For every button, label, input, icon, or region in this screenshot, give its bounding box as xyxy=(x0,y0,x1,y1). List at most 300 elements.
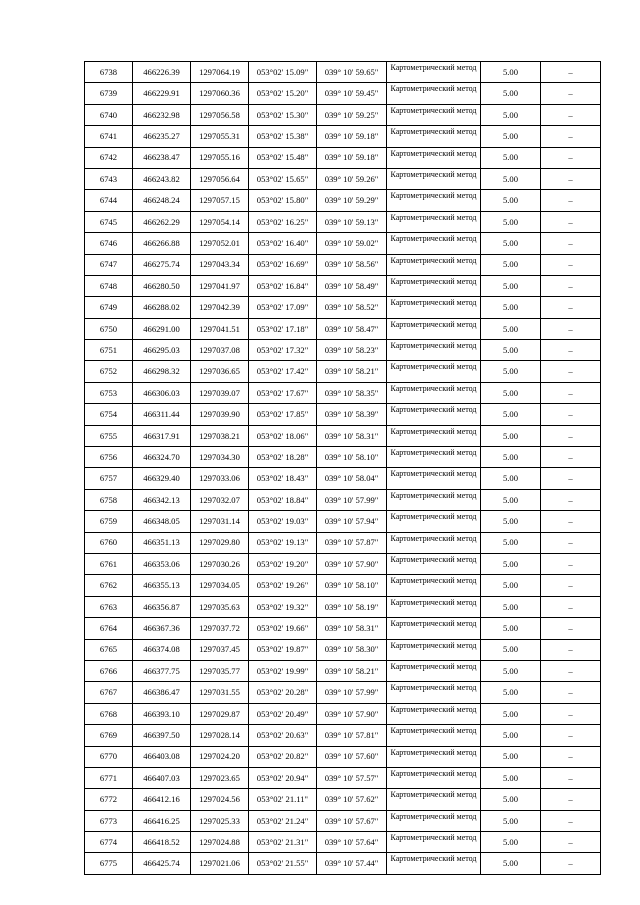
longitude-cell: 039° 10' 58.19" xyxy=(317,596,387,617)
point-number-cell: 6756 xyxy=(85,447,133,468)
method-cell: Картометрический метод xyxy=(387,660,481,681)
point-number-cell: 6762 xyxy=(85,575,133,596)
accuracy-cell: 5.00 xyxy=(481,340,541,361)
latitude-cell: 053°02' 19.13" xyxy=(249,532,317,553)
x-coordinate-cell: 466407.03 xyxy=(133,767,191,788)
note-cell: – xyxy=(541,425,601,446)
table-row xyxy=(85,511,601,532)
y-coordinate-cell: 1297039.90 xyxy=(191,404,249,425)
table-row xyxy=(85,853,601,874)
note-cell: – xyxy=(541,618,601,639)
x-coordinate-cell: 466266.88 xyxy=(133,233,191,254)
table-row xyxy=(85,361,601,382)
note-cell: – xyxy=(541,575,601,596)
accuracy-cell: 5.00 xyxy=(481,104,541,125)
note-cell: – xyxy=(541,660,601,681)
latitude-cell: 053°02' 15.30" xyxy=(249,104,317,125)
latitude-cell: 053°02' 15.38" xyxy=(249,126,317,147)
note-cell: – xyxy=(541,703,601,724)
longitude-cell: 039° 10' 57.94" xyxy=(317,511,387,532)
point-number-cell: 6754 xyxy=(85,404,133,425)
accuracy-cell: 5.00 xyxy=(481,318,541,339)
point-number-cell: 6738 xyxy=(85,62,133,83)
y-coordinate-cell: 1297023.65 xyxy=(191,767,249,788)
table-row xyxy=(85,190,601,211)
method-cell: Картометрический метод xyxy=(387,425,481,446)
longitude-cell: 039° 10' 59.18" xyxy=(317,126,387,147)
table-row xyxy=(85,532,601,553)
accuracy-cell: 5.00 xyxy=(481,147,541,168)
table-row xyxy=(85,382,601,403)
latitude-cell: 053°02' 16.25" xyxy=(249,211,317,232)
x-coordinate-cell: 466248.24 xyxy=(133,190,191,211)
latitude-cell: 053°02' 21.55" xyxy=(249,853,317,874)
note-cell: – xyxy=(541,746,601,767)
y-coordinate-cell: 1297042.39 xyxy=(191,297,249,318)
latitude-cell: 053°02' 21.11" xyxy=(249,789,317,810)
accuracy-cell: 5.00 xyxy=(481,297,541,318)
y-coordinate-cell: 1297029.80 xyxy=(191,532,249,553)
longitude-cell: 039° 10' 59.65" xyxy=(317,62,387,83)
note-cell: – xyxy=(541,297,601,318)
accuracy-cell: 5.00 xyxy=(481,639,541,660)
table-row xyxy=(85,104,601,125)
accuracy-cell: 5.00 xyxy=(481,703,541,724)
note-cell: – xyxy=(541,382,601,403)
x-coordinate-cell: 466298.32 xyxy=(133,361,191,382)
y-coordinate-cell: 1297037.45 xyxy=(191,639,249,660)
note-cell: – xyxy=(541,511,601,532)
longitude-cell: 039° 10' 57.87" xyxy=(317,532,387,553)
point-number-cell: 6770 xyxy=(85,746,133,767)
method-cell: Картометрический метод xyxy=(387,639,481,660)
accuracy-cell: 5.00 xyxy=(481,853,541,874)
longitude-cell: 039° 10' 57.90" xyxy=(317,553,387,574)
latitude-cell: 053°02' 15.09" xyxy=(249,62,317,83)
table-row xyxy=(85,660,601,681)
accuracy-cell: 5.00 xyxy=(481,489,541,510)
latitude-cell: 053°02' 15.20" xyxy=(249,83,317,104)
y-coordinate-cell: 1297034.05 xyxy=(191,575,249,596)
latitude-cell: 053°02' 17.32" xyxy=(249,340,317,361)
longitude-cell: 039° 10' 57.64" xyxy=(317,832,387,853)
point-number-cell: 6741 xyxy=(85,126,133,147)
longitude-cell: 039° 10' 58.21" xyxy=(317,361,387,382)
longitude-cell: 039° 10' 58.23" xyxy=(317,340,387,361)
note-cell: – xyxy=(541,168,601,189)
x-coordinate-cell: 466348.05 xyxy=(133,511,191,532)
method-cell: Картометрический метод xyxy=(387,532,481,553)
accuracy-cell: 5.00 xyxy=(481,532,541,553)
note-cell: – xyxy=(541,596,601,617)
y-coordinate-cell: 1297041.97 xyxy=(191,275,249,296)
longitude-cell: 039° 10' 57.67" xyxy=(317,810,387,831)
accuracy-cell: 5.00 xyxy=(481,746,541,767)
x-coordinate-cell: 466356.87 xyxy=(133,596,191,617)
longitude-cell: 039° 10' 58.52" xyxy=(317,297,387,318)
note-cell: – xyxy=(541,404,601,425)
note-cell: – xyxy=(541,190,601,211)
point-number-cell: 6773 xyxy=(85,810,133,831)
longitude-cell: 039° 10' 57.62" xyxy=(317,789,387,810)
note-cell: – xyxy=(541,767,601,788)
latitude-cell: 053°02' 17.67" xyxy=(249,382,317,403)
method-cell: Картометрический метод xyxy=(387,361,481,382)
table-row xyxy=(85,703,601,724)
table-row xyxy=(85,168,601,189)
latitude-cell: 053°02' 15.65" xyxy=(249,168,317,189)
accuracy-cell: 5.00 xyxy=(481,425,541,446)
latitude-cell: 053°02' 21.24" xyxy=(249,810,317,831)
latitude-cell: 053°02' 19.26" xyxy=(249,575,317,596)
latitude-cell: 053°02' 18.06" xyxy=(249,425,317,446)
y-coordinate-cell: 1297056.64 xyxy=(191,168,249,189)
table-row xyxy=(85,404,601,425)
point-number-cell: 6746 xyxy=(85,233,133,254)
y-coordinate-cell: 1297032.07 xyxy=(191,489,249,510)
x-coordinate-cell: 466412.16 xyxy=(133,789,191,810)
note-cell: – xyxy=(541,126,601,147)
y-coordinate-cell: 1297064.19 xyxy=(191,62,249,83)
method-cell: Картометрический метод xyxy=(387,62,481,83)
x-coordinate-cell: 466397.50 xyxy=(133,725,191,746)
longitude-cell: 039° 10' 59.18" xyxy=(317,147,387,168)
y-coordinate-cell: 1297031.14 xyxy=(191,511,249,532)
longitude-cell: 039° 10' 58.21" xyxy=(317,660,387,681)
table-row xyxy=(85,83,601,104)
x-coordinate-cell: 466425.74 xyxy=(133,853,191,874)
x-coordinate-cell: 466275.74 xyxy=(133,254,191,275)
point-number-cell: 6755 xyxy=(85,425,133,446)
table-row xyxy=(85,575,601,596)
coordinates-table-body xyxy=(85,62,601,875)
point-number-cell: 6758 xyxy=(85,489,133,510)
y-coordinate-cell: 1297055.16 xyxy=(191,147,249,168)
point-number-cell: 6761 xyxy=(85,553,133,574)
method-cell: Картометрический метод xyxy=(387,318,481,339)
latitude-cell: 053°02' 18.84" xyxy=(249,489,317,510)
table-row xyxy=(85,297,601,318)
x-coordinate-cell: 466353.06 xyxy=(133,553,191,574)
method-cell: Картометрический метод xyxy=(387,618,481,639)
method-cell: Картометрический метод xyxy=(387,575,481,596)
table-row xyxy=(85,725,601,746)
note-cell: – xyxy=(541,810,601,831)
table-row xyxy=(85,447,601,468)
x-coordinate-cell: 466377.75 xyxy=(133,660,191,681)
note-cell: – xyxy=(541,233,601,254)
y-coordinate-cell: 1297039.07 xyxy=(191,382,249,403)
note-cell: – xyxy=(541,147,601,168)
longitude-cell: 039° 10' 57.57" xyxy=(317,767,387,788)
table-row xyxy=(85,340,601,361)
y-coordinate-cell: 1297052.01 xyxy=(191,233,249,254)
latitude-cell: 053°02' 19.99" xyxy=(249,660,317,681)
table-row xyxy=(85,767,601,788)
accuracy-cell: 5.00 xyxy=(481,275,541,296)
x-coordinate-cell: 466324.70 xyxy=(133,447,191,468)
method-cell: Картометрический метод xyxy=(387,126,481,147)
accuracy-cell: 5.00 xyxy=(481,447,541,468)
method-cell: Картометрический метод xyxy=(387,233,481,254)
x-coordinate-cell: 466311.44 xyxy=(133,404,191,425)
method-cell: Картометрический метод xyxy=(387,596,481,617)
longitude-cell: 039° 10' 57.99" xyxy=(317,489,387,510)
x-coordinate-cell: 466291.00 xyxy=(133,318,191,339)
point-number-cell: 6769 xyxy=(85,725,133,746)
method-cell: Картометрический метод xyxy=(387,168,481,189)
x-coordinate-cell: 466306.03 xyxy=(133,382,191,403)
table-row xyxy=(85,810,601,831)
y-coordinate-cell: 1297029.87 xyxy=(191,703,249,724)
table-row xyxy=(85,62,601,83)
longitude-cell: 039° 10' 58.31" xyxy=(317,618,387,639)
accuracy-cell: 5.00 xyxy=(481,83,541,104)
note-cell: – xyxy=(541,211,601,232)
y-coordinate-cell: 1297036.65 xyxy=(191,361,249,382)
y-coordinate-cell: 1297021.06 xyxy=(191,853,249,874)
latitude-cell: 053°02' 19.20" xyxy=(249,553,317,574)
method-cell: Картометрический метод xyxy=(387,767,481,788)
note-cell: – xyxy=(541,853,601,874)
y-coordinate-cell: 1297037.72 xyxy=(191,618,249,639)
accuracy-cell: 5.00 xyxy=(481,254,541,275)
y-coordinate-cell: 1297024.20 xyxy=(191,746,249,767)
method-cell: Картометрический метод xyxy=(387,382,481,403)
accuracy-cell: 5.00 xyxy=(481,725,541,746)
latitude-cell: 053°02' 19.03" xyxy=(249,511,317,532)
method-cell: Картометрический метод xyxy=(387,832,481,853)
x-coordinate-cell: 466329.40 xyxy=(133,468,191,489)
x-coordinate-cell: 466288.02 xyxy=(133,297,191,318)
table-row xyxy=(85,553,601,574)
longitude-cell: 039° 10' 58.56" xyxy=(317,254,387,275)
accuracy-cell: 5.00 xyxy=(481,575,541,596)
x-coordinate-cell: 466262.29 xyxy=(133,211,191,232)
longitude-cell: 039° 10' 58.35" xyxy=(317,382,387,403)
latitude-cell: 053°02' 19.66" xyxy=(249,618,317,639)
accuracy-cell: 5.00 xyxy=(481,511,541,532)
y-coordinate-cell: 1297038.21 xyxy=(191,425,249,446)
y-coordinate-cell: 1297056.58 xyxy=(191,104,249,125)
point-number-cell: 6757 xyxy=(85,468,133,489)
latitude-cell: 053°02' 20.49" xyxy=(249,703,317,724)
table-row xyxy=(85,832,601,853)
y-coordinate-cell: 1297030.26 xyxy=(191,553,249,574)
note-cell: – xyxy=(541,532,601,553)
latitude-cell: 053°02' 19.87" xyxy=(249,639,317,660)
accuracy-cell: 5.00 xyxy=(481,168,541,189)
accuracy-cell: 5.00 xyxy=(481,660,541,681)
note-cell: – xyxy=(541,275,601,296)
point-number-cell: 6749 xyxy=(85,297,133,318)
latitude-cell: 053°02' 17.18" xyxy=(249,318,317,339)
longitude-cell: 039° 10' 57.60" xyxy=(317,746,387,767)
method-cell: Картометрический метод xyxy=(387,725,481,746)
longitude-cell: 039° 10' 57.99" xyxy=(317,682,387,703)
accuracy-cell: 5.00 xyxy=(481,767,541,788)
point-number-cell: 6764 xyxy=(85,618,133,639)
table-row xyxy=(85,596,601,617)
note-cell: – xyxy=(541,682,601,703)
table-row xyxy=(85,275,601,296)
note-cell: – xyxy=(541,553,601,574)
method-cell: Картометрический метод xyxy=(387,297,481,318)
x-coordinate-cell: 466418.52 xyxy=(133,832,191,853)
method-cell: Картометрический метод xyxy=(387,853,481,874)
y-coordinate-cell: 1297041.51 xyxy=(191,318,249,339)
method-cell: Картометрический метод xyxy=(387,703,481,724)
y-coordinate-cell: 1297025.33 xyxy=(191,810,249,831)
x-coordinate-cell: 466238.47 xyxy=(133,147,191,168)
note-cell: – xyxy=(541,639,601,660)
note-cell: – xyxy=(541,489,601,510)
y-coordinate-cell: 1297033.06 xyxy=(191,468,249,489)
method-cell: Картометрический метод xyxy=(387,404,481,425)
note-cell: – xyxy=(541,468,601,489)
longitude-cell: 039° 10' 59.02" xyxy=(317,233,387,254)
y-coordinate-cell: 1297043.34 xyxy=(191,254,249,275)
y-coordinate-cell: 1297037.08 xyxy=(191,340,249,361)
point-number-cell: 6740 xyxy=(85,104,133,125)
longitude-cell: 039° 10' 59.13" xyxy=(317,211,387,232)
x-coordinate-cell: 466232.98 xyxy=(133,104,191,125)
point-number-cell: 6760 xyxy=(85,532,133,553)
latitude-cell: 053°02' 16.84" xyxy=(249,275,317,296)
table-row xyxy=(85,468,601,489)
note-cell: – xyxy=(541,83,601,104)
accuracy-cell: 5.00 xyxy=(481,618,541,639)
method-cell: Картометрический метод xyxy=(387,83,481,104)
point-number-cell: 6742 xyxy=(85,147,133,168)
x-coordinate-cell: 466280.50 xyxy=(133,275,191,296)
latitude-cell: 053°02' 19.32" xyxy=(249,596,317,617)
accuracy-cell: 5.00 xyxy=(481,62,541,83)
point-number-cell: 6739 xyxy=(85,83,133,104)
accuracy-cell: 5.00 xyxy=(481,596,541,617)
latitude-cell: 053°02' 20.82" xyxy=(249,746,317,767)
accuracy-cell: 5.00 xyxy=(481,832,541,853)
latitude-cell: 053°02' 17.42" xyxy=(249,361,317,382)
method-cell: Картометрический метод xyxy=(387,340,481,361)
coordinates-table xyxy=(84,61,601,875)
method-cell: Картометрический метод xyxy=(387,275,481,296)
longitude-cell: 039° 10' 59.25" xyxy=(317,104,387,125)
x-coordinate-cell: 466317.91 xyxy=(133,425,191,446)
table-row xyxy=(85,489,601,510)
latitude-cell: 053°02' 20.94" xyxy=(249,767,317,788)
accuracy-cell: 5.00 xyxy=(481,468,541,489)
longitude-cell: 039° 10' 58.31" xyxy=(317,425,387,446)
y-coordinate-cell: 1297060.36 xyxy=(191,83,249,104)
note-cell: – xyxy=(541,340,601,361)
table-row xyxy=(85,425,601,446)
x-coordinate-cell: 466243.82 xyxy=(133,168,191,189)
method-cell: Картометрический метод xyxy=(387,468,481,489)
latitude-cell: 053°02' 17.09" xyxy=(249,297,317,318)
note-cell: – xyxy=(541,254,601,275)
point-number-cell: 6759 xyxy=(85,511,133,532)
point-number-cell: 6775 xyxy=(85,853,133,874)
longitude-cell: 039° 10' 58.10" xyxy=(317,447,387,468)
accuracy-cell: 5.00 xyxy=(481,233,541,254)
x-coordinate-cell: 466235.27 xyxy=(133,126,191,147)
longitude-cell: 039° 10' 59.45" xyxy=(317,83,387,104)
method-cell: Картометрический метод xyxy=(387,553,481,574)
longitude-cell: 039° 10' 58.10" xyxy=(317,575,387,596)
accuracy-cell: 5.00 xyxy=(481,404,541,425)
accuracy-cell: 5.00 xyxy=(481,382,541,403)
method-cell: Картометрический метод xyxy=(387,746,481,767)
point-number-cell: 6766 xyxy=(85,660,133,681)
table-row xyxy=(85,639,601,660)
point-number-cell: 6748 xyxy=(85,275,133,296)
y-coordinate-cell: 1297034.30 xyxy=(191,447,249,468)
method-cell: Картометрический метод xyxy=(387,489,481,510)
y-coordinate-cell: 1297054.14 xyxy=(191,211,249,232)
point-number-cell: 6753 xyxy=(85,382,133,403)
note-cell: – xyxy=(541,447,601,468)
latitude-cell: 053°02' 15.48" xyxy=(249,147,317,168)
x-coordinate-cell: 466393.10 xyxy=(133,703,191,724)
y-coordinate-cell: 1297035.77 xyxy=(191,660,249,681)
method-cell: Картометрический метод xyxy=(387,810,481,831)
y-coordinate-cell: 1297028.14 xyxy=(191,725,249,746)
x-coordinate-cell: 466229.91 xyxy=(133,83,191,104)
note-cell: – xyxy=(541,62,601,83)
y-coordinate-cell: 1297035.63 xyxy=(191,596,249,617)
table-row xyxy=(85,254,601,275)
table-row xyxy=(85,318,601,339)
accuracy-cell: 5.00 xyxy=(481,810,541,831)
method-cell: Картометрический метод xyxy=(387,447,481,468)
note-cell: – xyxy=(541,361,601,382)
accuracy-cell: 5.00 xyxy=(481,789,541,810)
point-number-cell: 6774 xyxy=(85,832,133,853)
accuracy-cell: 5.00 xyxy=(481,553,541,574)
accuracy-cell: 5.00 xyxy=(481,211,541,232)
x-coordinate-cell: 466351.13 xyxy=(133,532,191,553)
y-coordinate-cell: 1297031.55 xyxy=(191,682,249,703)
point-number-cell: 6752 xyxy=(85,361,133,382)
latitude-cell: 053°02' 15.80" xyxy=(249,190,317,211)
x-coordinate-cell: 466403.08 xyxy=(133,746,191,767)
longitude-cell: 039° 10' 57.90" xyxy=(317,703,387,724)
point-number-cell: 6744 xyxy=(85,190,133,211)
method-cell: Картометрический метод xyxy=(387,511,481,532)
table-row xyxy=(85,233,601,254)
table-row xyxy=(85,147,601,168)
note-cell: – xyxy=(541,104,601,125)
table-row xyxy=(85,682,601,703)
x-coordinate-cell: 466295.03 xyxy=(133,340,191,361)
latitude-cell: 053°02' 20.63" xyxy=(249,725,317,746)
x-coordinate-cell: 466386.47 xyxy=(133,682,191,703)
x-coordinate-cell: 466416.25 xyxy=(133,810,191,831)
method-cell: Картометрический метод xyxy=(387,789,481,810)
x-coordinate-cell: 466226.39 xyxy=(133,62,191,83)
point-number-cell: 6751 xyxy=(85,340,133,361)
longitude-cell: 039° 10' 58.30" xyxy=(317,639,387,660)
longitude-cell: 039° 10' 59.26" xyxy=(317,168,387,189)
latitude-cell: 053°02' 17.85" xyxy=(249,404,317,425)
longitude-cell: 039° 10' 58.47" xyxy=(317,318,387,339)
point-number-cell: 6767 xyxy=(85,682,133,703)
latitude-cell: 053°02' 16.40" xyxy=(249,233,317,254)
latitude-cell: 053°02' 20.28" xyxy=(249,682,317,703)
latitude-cell: 053°02' 18.28" xyxy=(249,447,317,468)
y-coordinate-cell: 1297024.56 xyxy=(191,789,249,810)
